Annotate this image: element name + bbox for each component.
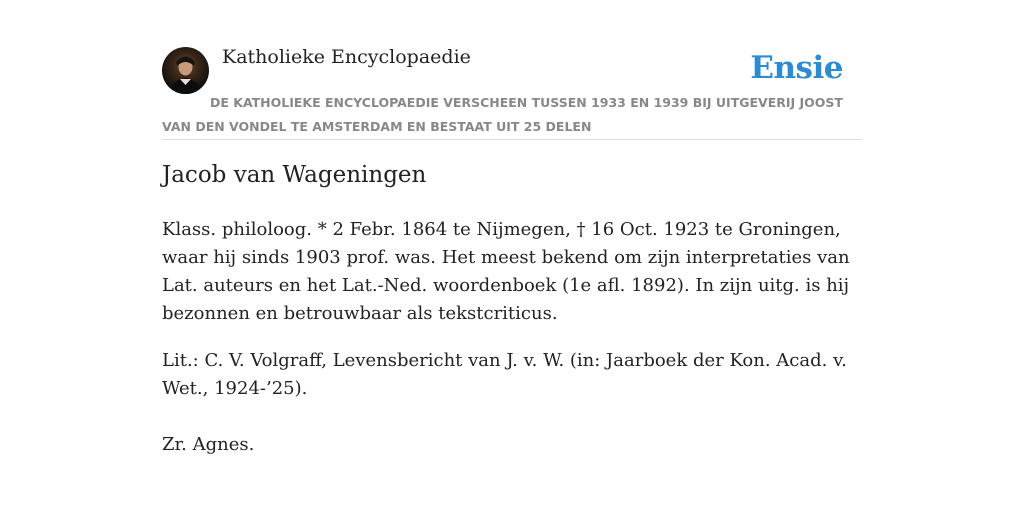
article-author: Zr. Agnes. — [162, 434, 255, 455]
article-title: Jacob van Wageningen — [162, 162, 427, 188]
header-divider — [162, 139, 862, 140]
site-description: DE KATHOLIEKE ENCYCLOPAEDIE VERSCHEEN TUSSEN 1933 EN 1939 BIJ UITGEVERIJ JOOST VAN DEN VONDEL TE AMSTERDAM EN BESTAAT UIT 25 DELEN — [162, 95, 843, 134]
site-title[interactable]: Katholieke Encyclopaedie — [222, 46, 471, 68]
article-paragraph-biography: Klass. philoloog. * 2 Febr. 1864 te Nijmegen, † 16 Oct. 1923 te Groningen, waar hij sinds 1903 prof. was. Het meest bekend om zijn interpretaties van Lat. auteurs en het Lat.-Ned. woordenboek (1e afl. 1892). In zijn uitg. is hij bezonnen en betrouwbaar als tekstcriticus. — [162, 219, 850, 324]
portrait-avatar-icon[interactable] — [162, 47, 209, 94]
brand-logo[interactable]: Ensie — [750, 50, 843, 86]
article-paragraph-literature: Lit.: C. V. Volgraff, Levensbericht van J. v. W. (in: Jaarboek der Kon. Acad. v. Wet., 1924-’25). — [162, 350, 847, 399]
